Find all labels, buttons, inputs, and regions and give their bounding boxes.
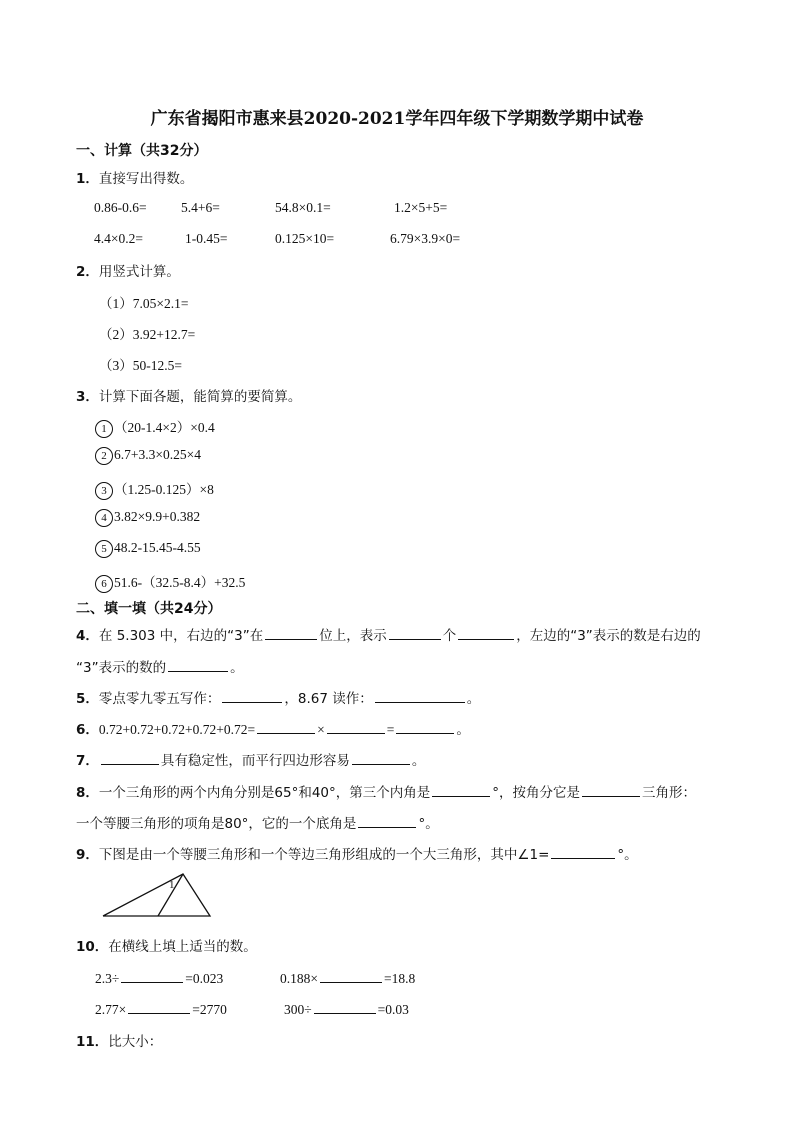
question-text: 下图是由一个等腰三角形和一个等边三角形组成的一个大三角形，其中∠1= (98, 847, 550, 863)
question-number: 5． (76, 691, 99, 707)
answer-blank[interactable] (396, 719, 454, 734)
question-number: 11． (76, 1034, 109, 1050)
answer-blank[interactable] (101, 750, 159, 765)
question-8-cont (76, 812, 439, 832)
answer-blank[interactable] (432, 782, 490, 797)
question-text: 在 5.303 中，右边的“3”在 (98, 628, 264, 644)
question-1 (76, 167, 193, 187)
question-text: 一个等腰三角形的项角是80°，它的一个底角是 (76, 816, 357, 832)
calc-item: 5.4+6= (181, 200, 220, 215)
answer-blank[interactable] (222, 688, 282, 703)
expression: 51.6-（32.5-8.4）+32.5 (114, 575, 246, 590)
circled-number: 3 (95, 482, 113, 500)
answer-blank[interactable] (458, 625, 514, 640)
section-heading-calc: 一、计算（共32分） (76, 143, 208, 159)
answer-blank[interactable] (327, 719, 385, 734)
answer-blank[interactable] (551, 844, 615, 859)
simplify-item (95, 416, 215, 438)
question-text: °，按角分它是 (492, 785, 581, 801)
simplify-item (95, 447, 201, 465)
question-text: ，左边的“3”表示的数是右边的 (516, 628, 701, 644)
question-2 (76, 260, 180, 280)
calc-item: 6.79×3.9×0= (390, 231, 461, 246)
simplify-item (95, 478, 214, 500)
circled-number: 6 (95, 575, 113, 593)
question-text: 在横线上填上适当的数。 (108, 939, 257, 955)
question-7 (76, 749, 425, 769)
fill-item (95, 968, 223, 987)
fill-item (284, 999, 409, 1018)
question-number: 4． (76, 628, 99, 644)
question-text: 一个三角形的两个内角分别是65°和40°，第三个内角是 (98, 785, 431, 801)
simplify-item (95, 571, 245, 593)
calc-item: 1.2×5+5= (394, 200, 448, 215)
answer-blank[interactable] (121, 968, 183, 983)
answer-blank[interactable] (375, 688, 465, 703)
vertical-calc-item: （2）3.92+12.7= (99, 327, 196, 342)
question-text: ，8.67 读作： (284, 691, 373, 707)
expression: 2.3÷ (95, 971, 120, 986)
question-text: × (317, 722, 325, 737)
answer-blank[interactable] (128, 999, 190, 1014)
question-text: 。 (456, 722, 470, 737)
answer-blank[interactable] (352, 750, 410, 765)
answer-blank[interactable] (320, 968, 382, 983)
answer-blank[interactable] (257, 719, 315, 734)
question-text: 。 (230, 660, 244, 676)
expression: =2770 (192, 1002, 227, 1017)
outer-triangle (103, 874, 210, 916)
answer-blank[interactable] (358, 813, 416, 828)
vertical-calc-item: （3）50-12.5= (99, 358, 182, 373)
question-11 (76, 1030, 162, 1050)
question-text: 个 (442, 628, 457, 644)
expression: （20-1.4×2）×0.4 (114, 420, 215, 435)
expression: 0.188× (280, 971, 318, 986)
question-text: 0.72+0.72+0.72+0.72+0.72= (98, 722, 256, 737)
calc-item: 0.125×10= (275, 231, 335, 246)
question-text: 比大小： (108, 1034, 163, 1050)
question-text: 具有稳定性，而平行四边形容易 (160, 753, 350, 769)
circled-number: 4 (95, 509, 113, 527)
simplify-item (95, 540, 201, 558)
answer-blank[interactable] (314, 999, 376, 1014)
question-number: 3． (76, 389, 99, 405)
question-number: 7． (76, 753, 99, 769)
question-4 (76, 624, 701, 644)
question-4-cont (76, 656, 244, 676)
page-title: 广东省揭阳市惠来县2020-2021学年四年级下学期数学期中试卷 (150, 109, 644, 129)
circled-number: 2 (95, 447, 113, 465)
triangle-figure (98, 866, 218, 922)
question-text: °。 (418, 816, 439, 832)
question-text: 。 (411, 753, 426, 769)
question-3 (76, 385, 301, 405)
question-9 (76, 843, 638, 863)
expression: =18.8 (384, 971, 416, 986)
question-6 (76, 718, 470, 738)
question-5 (76, 687, 480, 707)
question-number: 9． (76, 847, 99, 863)
expression: 300÷ (284, 1002, 312, 1017)
question-number: 8． (76, 785, 99, 801)
expression: 2.77× (95, 1002, 127, 1017)
answer-blank[interactable] (168, 657, 228, 672)
answer-blank[interactable] (265, 625, 317, 640)
expression: 3.82×9.9+0.382 (114, 509, 201, 525)
fill-item (280, 968, 415, 987)
answer-blank[interactable] (582, 782, 640, 797)
question-text: 三角形： (642, 785, 697, 801)
question-text: “3”表示的数的 (76, 660, 167, 676)
expression: =0.03 (377, 1002, 409, 1017)
calc-item: 54.8×0.1= (275, 200, 331, 215)
question-8 (76, 781, 696, 801)
expression: （1.25-0.125）×8 (114, 482, 214, 497)
vertical-calc-item: （1）7.05×2.1= (99, 296, 189, 311)
question-text: 零点零九零五写作： (98, 691, 221, 707)
expression: 48.2-15.45-4.55 (114, 540, 201, 556)
section-heading-fill: 二、填一填（共24分） (76, 601, 222, 617)
question-text: 位上，表示 (319, 628, 387, 644)
question-number: 2． (76, 264, 99, 280)
angle-label: 1 (169, 879, 175, 891)
question-text: 用竖式计算。 (98, 264, 180, 280)
calc-item: 0.86-0.6= (94, 200, 147, 215)
expression: 6.7+3.3×0.25×4 (114, 447, 201, 463)
question-10 (76, 935, 257, 955)
answer-blank[interactable] (389, 625, 441, 640)
question-text: 直接写出得数。 (98, 171, 194, 187)
question-number: 10． (76, 939, 109, 955)
question-number: 6． (76, 722, 99, 738)
question-text: °。 (617, 847, 638, 863)
expression: =0.023 (185, 971, 224, 986)
fill-item (95, 999, 227, 1018)
simplify-item (95, 509, 200, 527)
question-text: 。 (466, 691, 481, 707)
circled-number: 1 (95, 420, 113, 438)
question-text: 计算下面各题，能简算的要简算。 (98, 389, 302, 405)
circled-number: 5 (95, 540, 113, 558)
calc-item: 1-0.45= (185, 231, 228, 246)
question-text: = (386, 722, 395, 737)
question-number: 1． (76, 171, 99, 187)
calc-item: 4.4×0.2= (94, 231, 143, 246)
